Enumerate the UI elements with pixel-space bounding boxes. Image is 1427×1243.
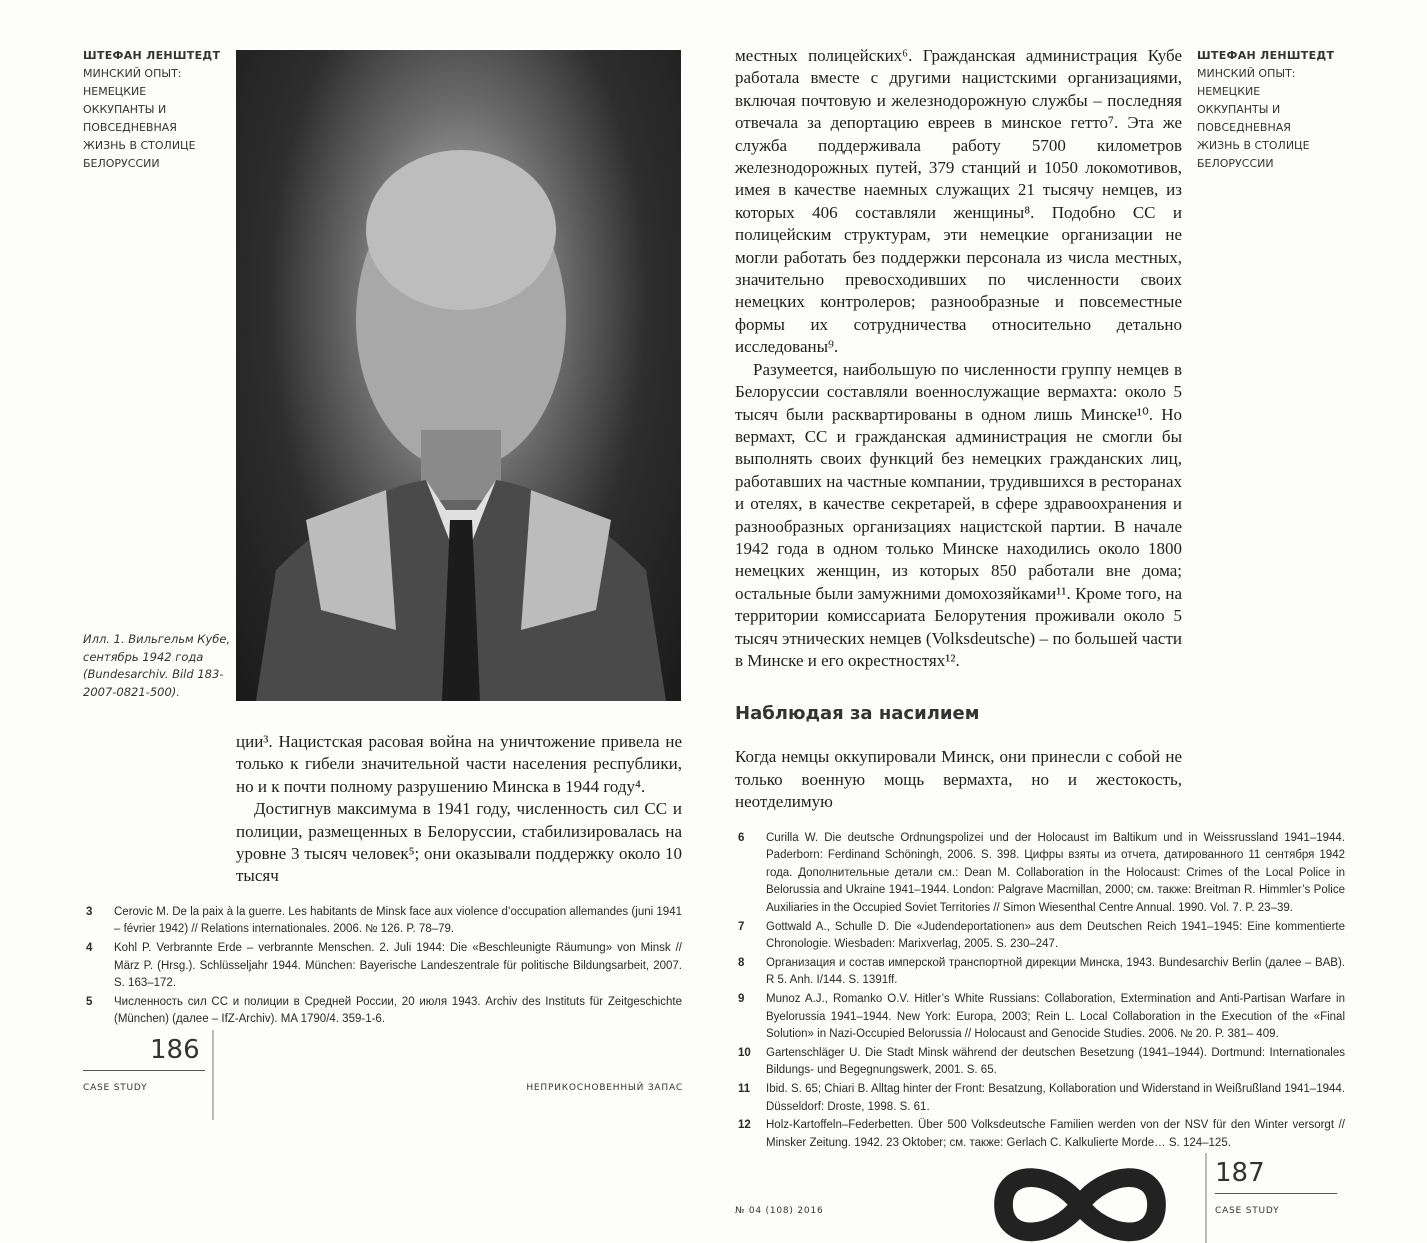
page-number-right: 187 — [1215, 1158, 1265, 1189]
footnote-text: Holz-Kartoffeln–Federbetten. Über 500 Volksdeutsche Familien werden von der NSV für den Winter versorgt // Minsker Zeitung. 1942. 23 Oktober; см. также: Gerlach C. Kalkulierte Morde… S. 124–125. — [766, 1119, 1345, 1149]
paragraph: Когда немцы оккупировали Минск, они принесли с собой не только военную мощь вермахта, но и жестокость, неотделимую — [735, 747, 1182, 812]
footer-divider — [1205, 1153, 1207, 1243]
paragraph: Достигнув максимума в 1941 году, численность сил СС и полиции, размещенных в Белоруссии, стабилизировалась на уровне 3 тысяч человек⁵; они оказывали поддержку около 10 тысяч — [236, 799, 682, 886]
page-number-left: 186 — [150, 1035, 200, 1065]
photo-caption: Илл. 1. Вильгельм Кубе, сентябрь 1942 года (Bundesarchiv. Bild 183-2007-0821-500). — [83, 632, 231, 699]
footnote — [735, 955, 1345, 990]
footnote-number: 9 — [738, 992, 745, 1005]
footnote — [83, 940, 682, 993]
footnote-number: 6 — [738, 831, 745, 844]
paragraph: ции³. Нацистская расовая война на уничтожение привела не только к гибели значительной части населения республики, но и к почти полному разрушению Минска в 1944 году⁴. — [236, 732, 682, 796]
infinity-logo-icon — [970, 1158, 1190, 1243]
footnote-number: 11 — [738, 1082, 751, 1095]
footnote — [735, 1045, 1345, 1080]
issue-number: № 04 (108) 2016 — [735, 1206, 824, 1217]
footnote — [735, 830, 1345, 918]
left-body-text — [236, 731, 682, 888]
journal-title: НЕПРИКОСНОВЕННЫЙ ЗАПАС — [526, 1083, 683, 1093]
right-footer — [735, 1153, 1345, 1243]
running-head-author: ШТЕФАН ЛЕНШТЕДТ — [1197, 49, 1335, 62]
portrait-photo — [236, 50, 681, 701]
footnote-text: Ibid. S. 65; Chiari B. Alltag hinter der Front: Besatzung, Kollaboration und Widerstand in Weißrußland 1941–1944. Düsseldorf: Droste, 1998. S. 61. — [766, 1082, 1345, 1113]
footnote-text: Численность сил СС и полиции в Средней России, 20 июля 1943. Archiv des Instituts für Zeitgeschichte (München) (далее – IfZ-Archiv). MA 1790/4. 359-1-6. — [114, 995, 682, 1026]
paragraph: Разумеется, наибольшую по численности группу немцев в Белоруссии составляли военнослужащие вермахта: около 5 тысяч были расквартированы в одном лишь Минске¹⁰. Но вермахт, СС и гражданская администрация не смогли бы выполнять своих функций без немецких гражданских лиц, работавших на частные компании, трудившихся в ресторанах и отелях, в качестве секретарей, в сфере здравоохранения и разнообразных организациях нацистской партии. В начале 1942 года в одном только Минске находились около 1800 немецких женщин, из которых 850 работали вне дома; остальные были замужними домохозяйками¹¹. Кроме того, на территории комиссариата Белорутения проживали около 5 тысяч этнических немцев (Volksdeutsche) – по большей части в Минске и его окрестностях¹². — [735, 359, 1182, 670]
footer-divider — [212, 1030, 214, 1120]
footnote-number: 8 — [738, 956, 745, 969]
section-heading: Наблюдая за насилием — [735, 703, 980, 725]
section-label-left: CASE STUDY — [83, 1083, 148, 1093]
footnote — [735, 991, 1345, 1044]
footnote-text: Gartenschläger U. Die Stadt Minsk während der deutschen Besetzung (1941–1944). Dortmund: Internationales Bildungs- und Begegnungswerk, 2001. S. 65. — [766, 1046, 1345, 1077]
footnote — [83, 994, 682, 1029]
footnote-text: Gottwald A., Schulle D. Die «Judendeportationen» aus dem Deutschen Reich 1941–1945: Eine kommentierte Chronologie. Wiesbaden: Marixverlag, 2005. S. 230–247. — [766, 920, 1345, 951]
left-footnotes — [83, 904, 682, 1030]
footnote-number: 3 — [86, 905, 93, 918]
running-head-left — [83, 47, 233, 173]
footnote — [83, 904, 682, 939]
footer-rule — [1215, 1193, 1337, 1194]
footnote — [735, 1117, 1345, 1152]
footnote-number: 10 — [738, 1046, 751, 1059]
footnote-number: 7 — [738, 920, 745, 933]
footnote-text: Kohl P. Verbrannte Erde – verbrannte Menschen. 2. Juli 1944: Die «Beschleunigte Räumung» von Minsk // März P. (Hrsg.). Schlüsseljahr 1944. München: Bayerische Landeszentrale für politische Bildungsarbeit, 2007. S. 163–172. — [114, 942, 682, 990]
paragraph: местных полицейских⁶. Гражданская администрация Кубе работала вместе с другими нацистскими организациями, включая почтовую и железнодорожную службы – последняя отвечала за депортацию евреев в минское гетто⁷. Эта же служба поддерживала работу 5700 километров железнодорожных путей, 379 станций и 1050 локомотивов, имея в качестве наемных служащих 21 тысячу немцев, из которых 406 составляли женщины⁸. Подобно СС и полицейским структурам, эти немецкие организации не могли работать без поддержки персонала из числа местных, значительно превосходивших по численности своих немецких контролеров; разнообразные и повсеместные формы их сотрудничества относительно детально исследованы⁹. — [735, 46, 1182, 357]
running-head-title: МИНСКИЙ ОПЫТ: НЕМЕЦКИЕ ОККУПАНТЫ И ПОВСЕДНЕВНАЯ ЖИЗНЬ В СТОЛИЦЕ БЕЛОРУССИИ — [1197, 67, 1310, 170]
running-head-title: МИНСКИЙ ОПЫТ: НЕМЕЦКИЕ ОККУПАНТЫ И ПОВСЕДНЕВНАЯ ЖИЗНЬ В СТОЛИЦЕ БЕЛОРУССИИ — [83, 67, 196, 170]
right-body-after-heading — [735, 746, 1182, 813]
running-head-author: ШТЕФАН ЛЕНШТЕДТ — [83, 49, 221, 62]
footnote-text: Cerovic M. De la paix à la guerre. Les habitants de Minsk face aux violence d’occupation allemandes (juni 1941 – février 1942) // Relations internationales. 2006. № 126. P. 78–79. — [114, 905, 682, 936]
footnote-text: Munoz A.J., Romanko O.V. Hitler’s White Russians: Collaboration, Extermination and Anti-Partisan Warfare in Byelorussia 1941–1944. New York: Europa, 2003; Rein L. Local Collaboration in the Execution of the «Final Solution» in Nazi-Occupied Belorussia // Holocaust and Genocide Studies. 2006. № 20. P. 381– 409. — [766, 992, 1345, 1041]
portrait-figure — [236, 50, 681, 701]
left-page — [83, 0, 683, 1120]
right-body-text — [735, 45, 1182, 672]
right-page — [735, 0, 1345, 1243]
right-footnotes — [735, 830, 1345, 1154]
footnote — [735, 919, 1345, 954]
footnote-number: 12 — [738, 1119, 751, 1132]
footnote-text: Curilla W. Die deutsche Ordnungspolizei und der Holocaust im Baltikum und in Weissrussland 1941–1944. Paderborn: Ferdinand Schöningh, 2006. S. 398. Цифры взяты из отчета, датированного 11 сентября 1942 года. Дополнительные детали см.: Dean M. Collaboration in the Holocaust: Crimes of the Local Police in Belorussia and Ukraine 1941–1944. London: Palgrave Macmillan, 2000; см. также: Breitman R. Himmler’s Police Auxiliaries in the Occupied Soviet Territories // Simon Wiesenthal Centre Annual. 1990. Vol. 7. P. 23–39. — [766, 831, 1345, 914]
footnote-number: 4 — [86, 942, 93, 955]
footer-rule — [83, 1070, 205, 1071]
footnote-number: 5 — [86, 995, 93, 1008]
footnote-text: Организация и состав имперской транспортной дирекции Минска, 1943. Bundesarchiv Berlin (далее – BAB). R 5. Anh. I/144. S. 1391ff. — [766, 956, 1345, 987]
left-footer — [83, 1030, 683, 1120]
footnote — [735, 1081, 1345, 1116]
section-label-right: CASE STUDY — [1215, 1206, 1280, 1217]
